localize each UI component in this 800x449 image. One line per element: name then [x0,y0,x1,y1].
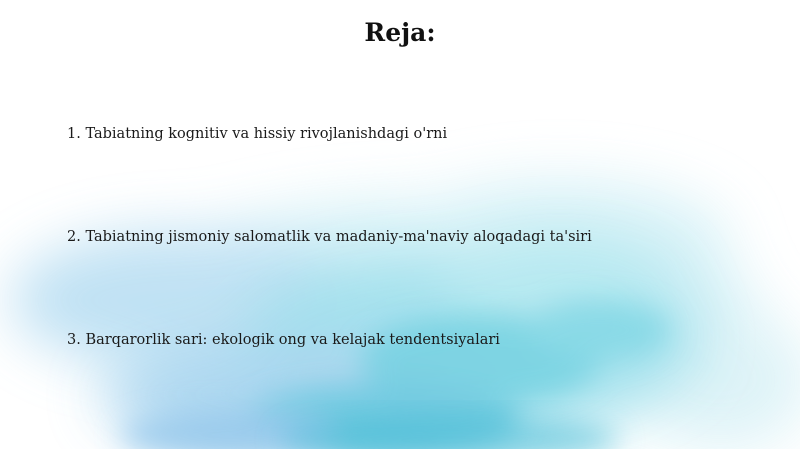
plan-item-1: 1. Tabiatning kognitiv va hissiy rivojlanishdagi o'rni [67,126,448,142]
plan-item-2: 2. Tabiatning jismoniy salomatlik va madaniy-ma'naviy aloqadagi ta'siri [67,229,592,245]
slide-title: Reja: [364,18,436,47]
plan-item-3: 3. Barqarorlik sari: ekologik ong va kelajak tendentsiyalari [67,332,500,348]
